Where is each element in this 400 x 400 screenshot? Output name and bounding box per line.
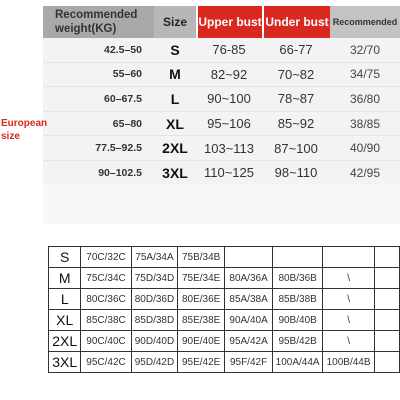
conversion-cell: 85B/38B (273, 289, 323, 310)
size-chart-top (43, 6, 400, 182)
conversion-cell: 80B/36B (273, 268, 323, 289)
size-cell: XL (49, 310, 81, 331)
under-bust-cell: 98~110 (274, 165, 318, 181)
conversion-cell: 85C/38C (81, 310, 131, 331)
conversion-cell: 90E/40E (178, 331, 225, 352)
conversion-cell (375, 352, 400, 373)
table-row (49, 352, 400, 373)
recommended-cell: 40/90 (349, 141, 381, 156)
conversion-cell: 95F/42F (225, 352, 273, 373)
under-bust-cell: 70~82 (277, 66, 315, 82)
upper-bust-cell: 76-85 (212, 42, 246, 58)
size-cell: S (170, 41, 180, 58)
upper-bust-cell: 110~125 (203, 165, 254, 181)
size-cell: M (49, 268, 81, 289)
size-cell: L (49, 289, 81, 310)
conversion-cell: 90A/40A (225, 310, 273, 331)
gap-band (43, 184, 400, 224)
size-chart-body (43, 38, 400, 186)
table-row (43, 136, 400, 161)
weight-cell: 60–67.5 (104, 92, 142, 105)
size-cell: M (169, 66, 181, 83)
conversion-cell: 95A/42A (225, 331, 273, 352)
table-row (43, 112, 400, 137)
under-bust-cell: 85~92 (277, 116, 315, 132)
table-row (49, 268, 400, 289)
size-cell: S (49, 247, 81, 268)
table-row (49, 310, 400, 331)
conversion-cell: 70C/32C (81, 247, 131, 268)
weight-cell: 65–80 (112, 117, 142, 130)
conversion-cell: 75E/34E (178, 268, 225, 289)
conversion-cell: \ (323, 310, 375, 331)
under-bust-cell: 66-77 (279, 42, 313, 58)
conversion-cell: 75A/34A (131, 247, 178, 268)
size-cell: XL (166, 115, 184, 132)
conversion-cell (375, 289, 400, 310)
size-conversion-table (48, 246, 400, 373)
table-row (49, 289, 400, 310)
recommended-cell: 36/80 (349, 91, 381, 106)
conversion-cell: 80A/36A (225, 268, 273, 289)
table-row (43, 63, 400, 88)
weight-cell: 77.5–92.5 (95, 142, 142, 155)
conversion-cell: 95B/42B (273, 331, 323, 352)
conversion-cell: 75B/34B (178, 247, 225, 268)
conversion-cell (375, 331, 400, 352)
conversion-cell (273, 247, 323, 268)
size-cell: 2XL (49, 331, 81, 352)
weight-cell: 42.5–50 (104, 43, 142, 56)
conversion-cell (375, 268, 400, 289)
conversion-cell: 95C/42C (81, 352, 131, 373)
conversion-cell: 85E/38E (178, 310, 225, 331)
conversion-cell: 85A/38A (225, 289, 273, 310)
conversion-cell: 90B/40B (273, 310, 323, 331)
upper-bust-cell: 95~106 (207, 116, 251, 132)
conversion-cell: 100B/44B (323, 352, 375, 373)
upper-bust-cell: 82~92 (210, 66, 248, 82)
conversion-cell (375, 310, 400, 331)
under-bust-cell: 78~87 (277, 91, 315, 107)
conversion-cell: 80E/36E (178, 289, 225, 310)
table-row (43, 161, 400, 186)
conversion-cell: 100A/44A (273, 352, 323, 373)
size-cell: 2XL (162, 140, 188, 157)
size-cell: 3XL (49, 352, 81, 373)
recommended-cell: 42/95 (349, 165, 381, 180)
table-row (49, 247, 400, 268)
conversion-cell (375, 247, 400, 268)
weight-cell: 55–60 (112, 68, 142, 81)
table-row (43, 38, 400, 63)
conversion-cell: 95D/42D (131, 352, 178, 373)
conversion-cell: \ (323, 331, 375, 352)
conversion-cell: 80D/36D (131, 289, 178, 310)
size-chart-header (43, 6, 400, 38)
header-recommended-weight: Recommended weight(KG) (43, 6, 154, 38)
table-row (49, 331, 400, 352)
size-cell: L (170, 90, 180, 107)
recommended-cell: 34/75 (349, 67, 381, 82)
header-upper-bust: Upper bust (196, 6, 262, 38)
recommended-cell: 38/85 (349, 116, 381, 131)
conversion-cell: 75D/34D (131, 268, 178, 289)
conversion-cell: 95E/42E (178, 352, 225, 373)
conversion-cell: 90C/40C (81, 331, 131, 352)
under-bust-cell: 87~100 (274, 140, 318, 156)
conversion-cell: \ (323, 268, 375, 289)
upper-bust-cell: 90~100 (207, 91, 251, 107)
conversion-cell: 90D/40D (131, 331, 178, 352)
header-size: Size (154, 6, 196, 38)
header-recommended: Recommended (330, 6, 400, 38)
conversion-cell: 75C/34C (81, 268, 131, 289)
conversion-cell: 80C/36C (81, 289, 131, 310)
table-row (43, 87, 400, 112)
conversion-cell (323, 247, 375, 268)
size-cell: 3XL (162, 164, 188, 181)
conversion-cell (225, 247, 273, 268)
conversion-cell: 85D/38D (131, 310, 178, 331)
conversion-cell: \ (323, 289, 375, 310)
upper-bust-cell: 103~113 (203, 140, 254, 156)
european-size-label: European size (1, 118, 48, 142)
header-under-bust: Under bust (262, 6, 330, 38)
recommended-cell: 32/70 (349, 42, 381, 57)
weight-cell: 90–102.5 (98, 166, 142, 179)
